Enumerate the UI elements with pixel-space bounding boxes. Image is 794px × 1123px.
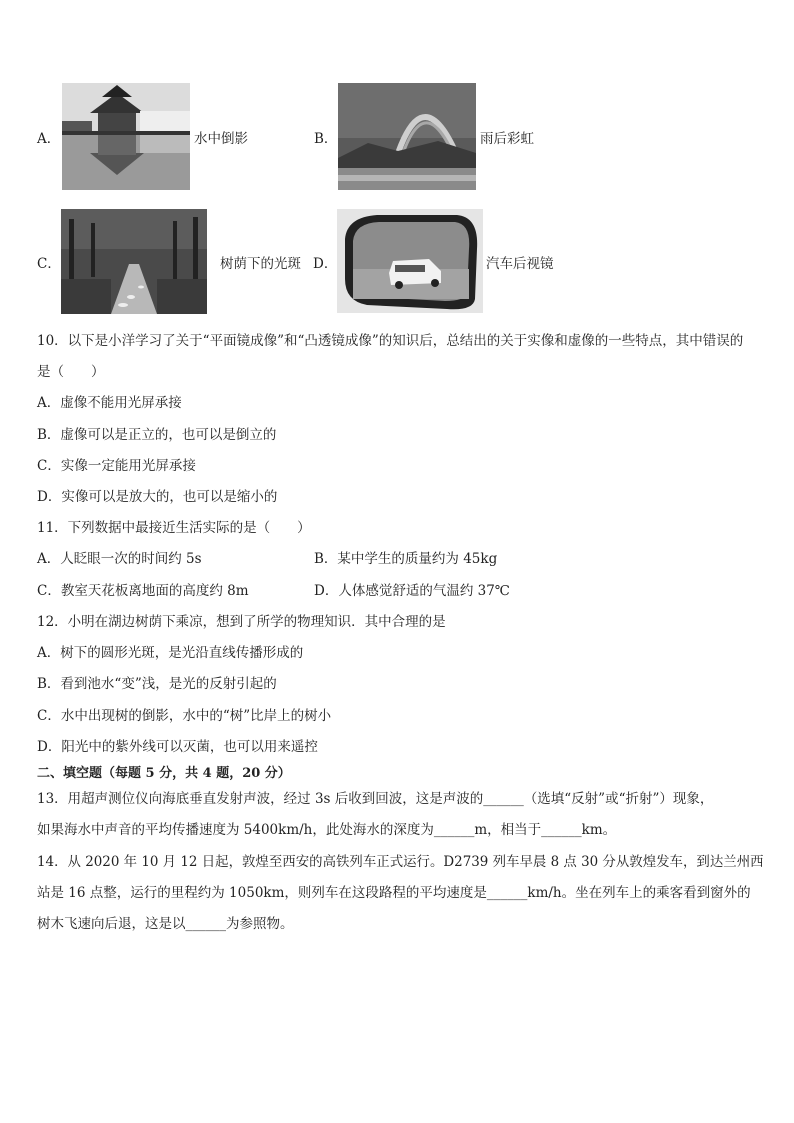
q14-line1: 14．从 2020 年 10 月 12 日起，敦煌至西安的高铁列车正式运行。D2739 列车早晨 8 点 30 分从敦煌发车，到达兰州西 [37, 854, 764, 870]
q11-option-b: B．某中学生的质量约为 45kg [314, 551, 498, 567]
q10-option-b: B．虚像可以是正立的，也可以是倒立的 [37, 427, 277, 443]
q12-stem: 12．小明在湖边树荫下乘凉，想到了所学的物理知识．其中合理的是 [37, 614, 446, 630]
q13-line1: 13．用超声测位仪向海底垂直发射声波，经过 3s 后收到回波，这是声波的______（选填“反射”或“折射”）现象， [37, 791, 714, 807]
rainbow-photo [338, 83, 476, 190]
q12-option-b: B．看到池水“变”浅，是光的反射引起的 [37, 676, 277, 692]
q10-option-d: D．实像可以是放大的，也可以是缩小的 [37, 489, 278, 505]
q11-stem: 11．下列数据中最接近生活实际的是（ ） [37, 520, 311, 536]
reflection-photo [62, 83, 190, 190]
q12-option-c: C．水中出现树的倒影，水中的“树”比岸上的树小 [37, 708, 332, 724]
q10-option-a: A．虚像不能用光屏承接 [37, 395, 182, 411]
option-b-caption: 雨后彩虹 [480, 131, 534, 147]
q10-stem-line2: 是（ ） [37, 364, 105, 380]
option-b-letter: B． [314, 131, 338, 147]
q10-stem-line1: 10．以下是小洋学习了关于“平面镜成像”和“凸透镜成像”的知识后，总结出的关于实像和虚像的一些特点，其中错误的 [37, 333, 744, 349]
tree-shade-photo [61, 209, 207, 314]
q12-option-d: D．阳光中的紫外线可以灭菌，也可以用来遥控 [37, 739, 318, 755]
q14-line2: 站是 16 点整，运行的里程约为 1050km，则列车在这段路程的平均速度是______km/h。坐在列车上的乘客看到窗外的 [37, 885, 751, 901]
q11-option-a: A．人眨眼一次的时间约 5s [37, 551, 202, 567]
option-a-letter: A． [37, 131, 61, 147]
q11-option-d: D．人体感觉舒适的气温约 37℃ [314, 583, 510, 599]
q12-option-a: A．树下的圆形光斑，是光沿直线传播形成的 [37, 645, 304, 661]
q10-option-c: C．实像一定能用光屏承接 [37, 458, 196, 474]
option-a-caption: 水中倒影 [194, 131, 248, 147]
option-d-letter: D． [313, 256, 338, 272]
q13-line2: 如果海水中声音的平均传播速度为 5400km/h，此处海水的深度为______m，相当于______km。 [37, 822, 617, 838]
option-d-caption: 汽车后视镜 [486, 256, 554, 272]
option-c-caption: 树荫下的光斑 [220, 256, 301, 272]
rearview-mirror-photo [337, 209, 483, 313]
section-2-title: 二、填空题（每题 5 分，共 4 题，20 分） [37, 766, 291, 781]
q11-option-c: C．教室天花板离地面的高度约 8m [37, 583, 249, 599]
option-c-letter: C． [37, 256, 61, 272]
q14-line3: 树木飞速向后退，这是以______为参照物。 [37, 916, 294, 932]
